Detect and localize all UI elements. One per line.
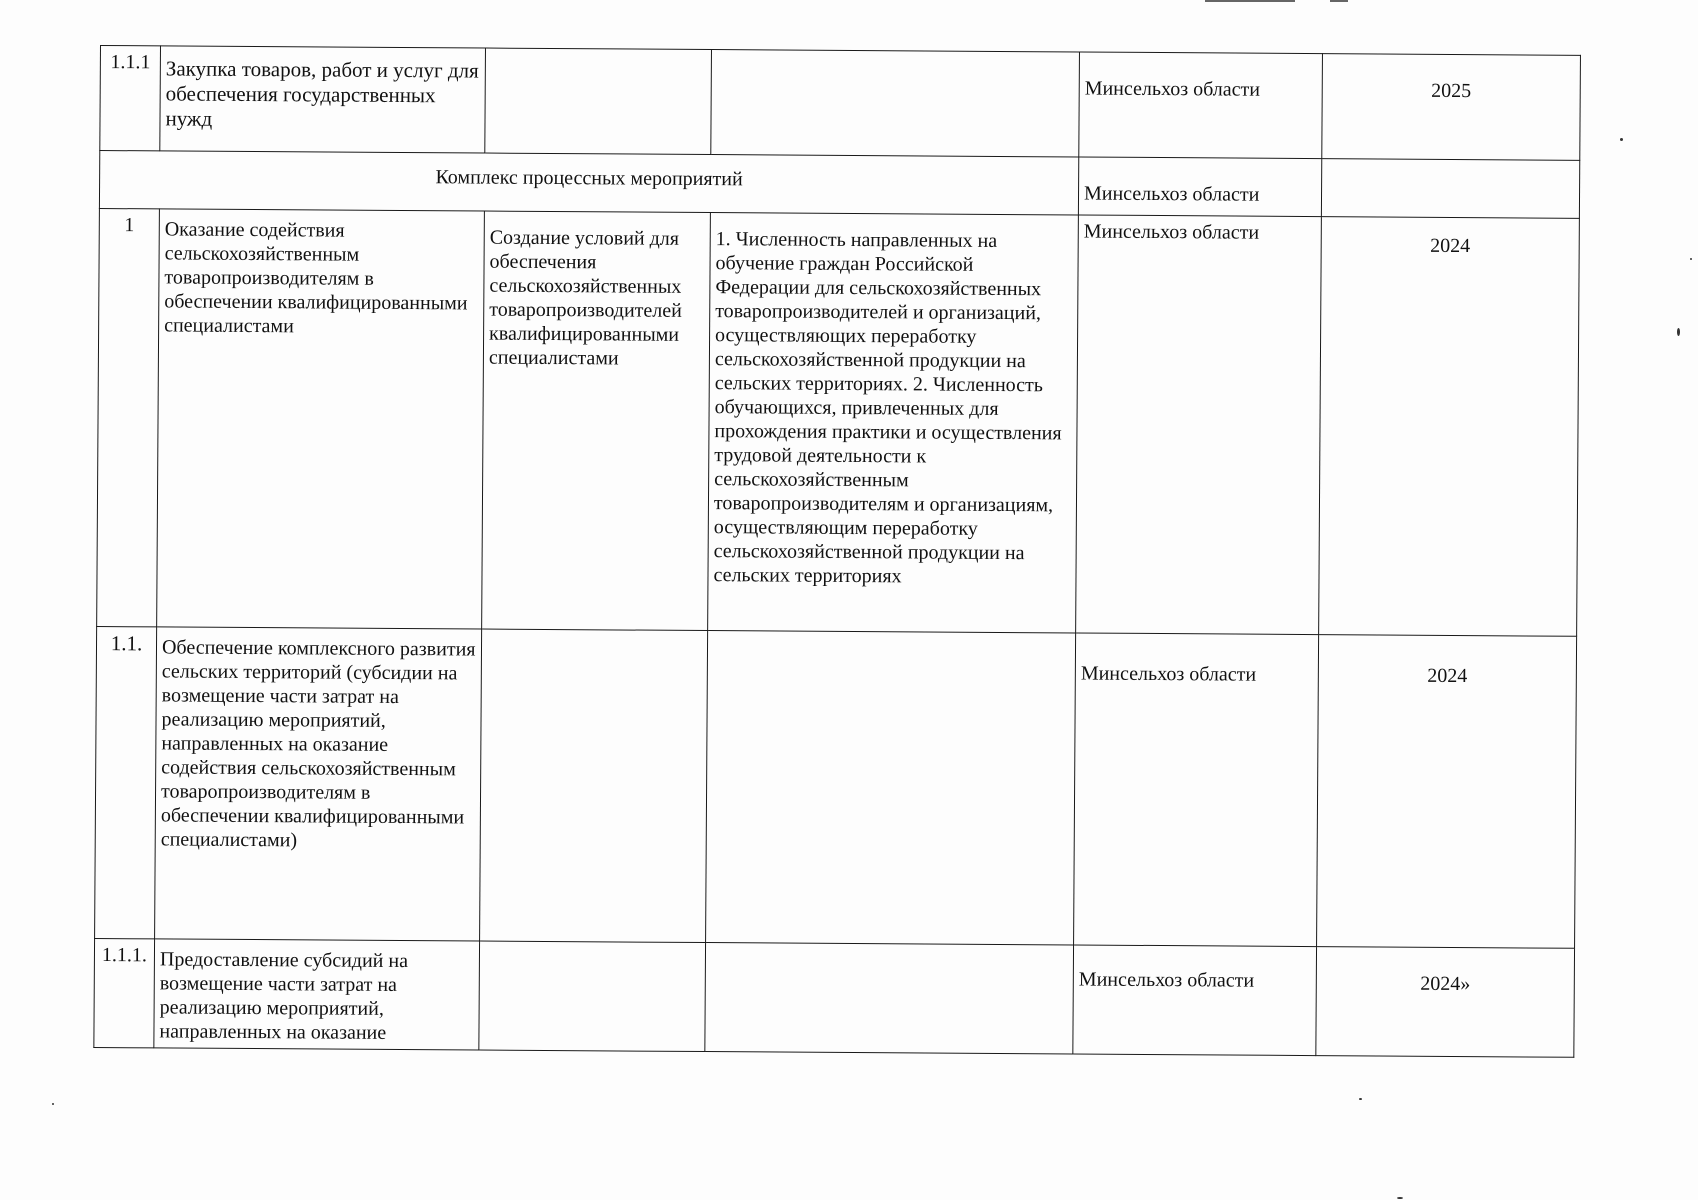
responsible-department: Минсельхоз области [1076,215,1322,635]
task-cell [479,941,706,1051]
scan-speck [1397,1197,1403,1199]
table-row [94,938,1575,1057]
row-number: 1.1.1 [100,46,161,151]
responsible-department: Минсельхоз области [1079,52,1323,159]
measure-name: Обеспечение комплексного развития сельских территорий (субсидии на возмещение части затрат на реализацию мероприятий, направленных на оказание содействия сельскохозяйственным товаропроизводителям в обеспечении квалифицированными специалистами) [155,627,482,941]
scan-mark [1330,0,1348,2]
scan-speck [1677,328,1680,336]
indicator-cell [705,943,1074,1054]
section-title: Комплекс процессных мероприятий [99,151,1078,215]
measure-name: Закупка товаров, работ и услуг для обеспечения государственных нужд [160,46,486,153]
document-table [93,45,1581,1058]
document-table-wrapper [93,45,1580,1058]
table-row [97,208,1580,636]
scan-speck [1620,138,1623,141]
responsible-department: Минсельхоз области [1074,633,1319,947]
row-number: 1 [97,208,160,626]
task-cell: Создание условий для обеспечения сельскохозяйственных товаропроизводителей квалифицированными специалистами [482,211,711,630]
year-cell: 2025 [1322,54,1581,161]
scan-speck [1359,1098,1362,1100]
scan-speck [52,1103,54,1105]
table-row [100,46,1581,161]
indicator-cell [711,50,1080,157]
scan-speck [1690,258,1692,260]
year-cell: 2024 [1319,217,1580,637]
table-row [99,151,1579,219]
task-cell [480,629,708,942]
indicator-cell [706,631,1076,945]
year-cell: 2024 [1317,635,1577,949]
indicator-cell: 1. Численность направленных на обучение граждан Российской Федерации для сельскохозяйственных товаропроизводителей и организаций, осуществляющих переработку сельскохозяйственной продукции на сельских территориях. 2. Численность обучающихся, привлеченных для прохождения практики и осуществления трудовой деятельности к сельскохозяйственным товаропроизводителям и организациям, осуществляющим переработку сельскохозяйственной продукции на сельских территориях [708,213,1079,633]
responsible-department: Минсельхоз области [1073,945,1317,1056]
row-number: 1.1. [95,626,157,938]
year-cell: 2024» [1316,947,1575,1058]
responsible-department: Минсельхоз области [1078,157,1321,217]
scan-mark [1205,0,1295,2]
row-number: 1.1.1. [94,938,155,1047]
task-cell [485,48,712,154]
year-cell [1321,159,1579,219]
measure-name: Предоставление субсидий на возмещение части затрат на реализацию мероприятий, направленных на оказание [154,939,480,1050]
measure-name: Оказание содействия сельскохозяйственным товаропроизводителям в обеспечении квалифицированными специалистами [157,209,485,629]
table-row [95,626,1577,948]
